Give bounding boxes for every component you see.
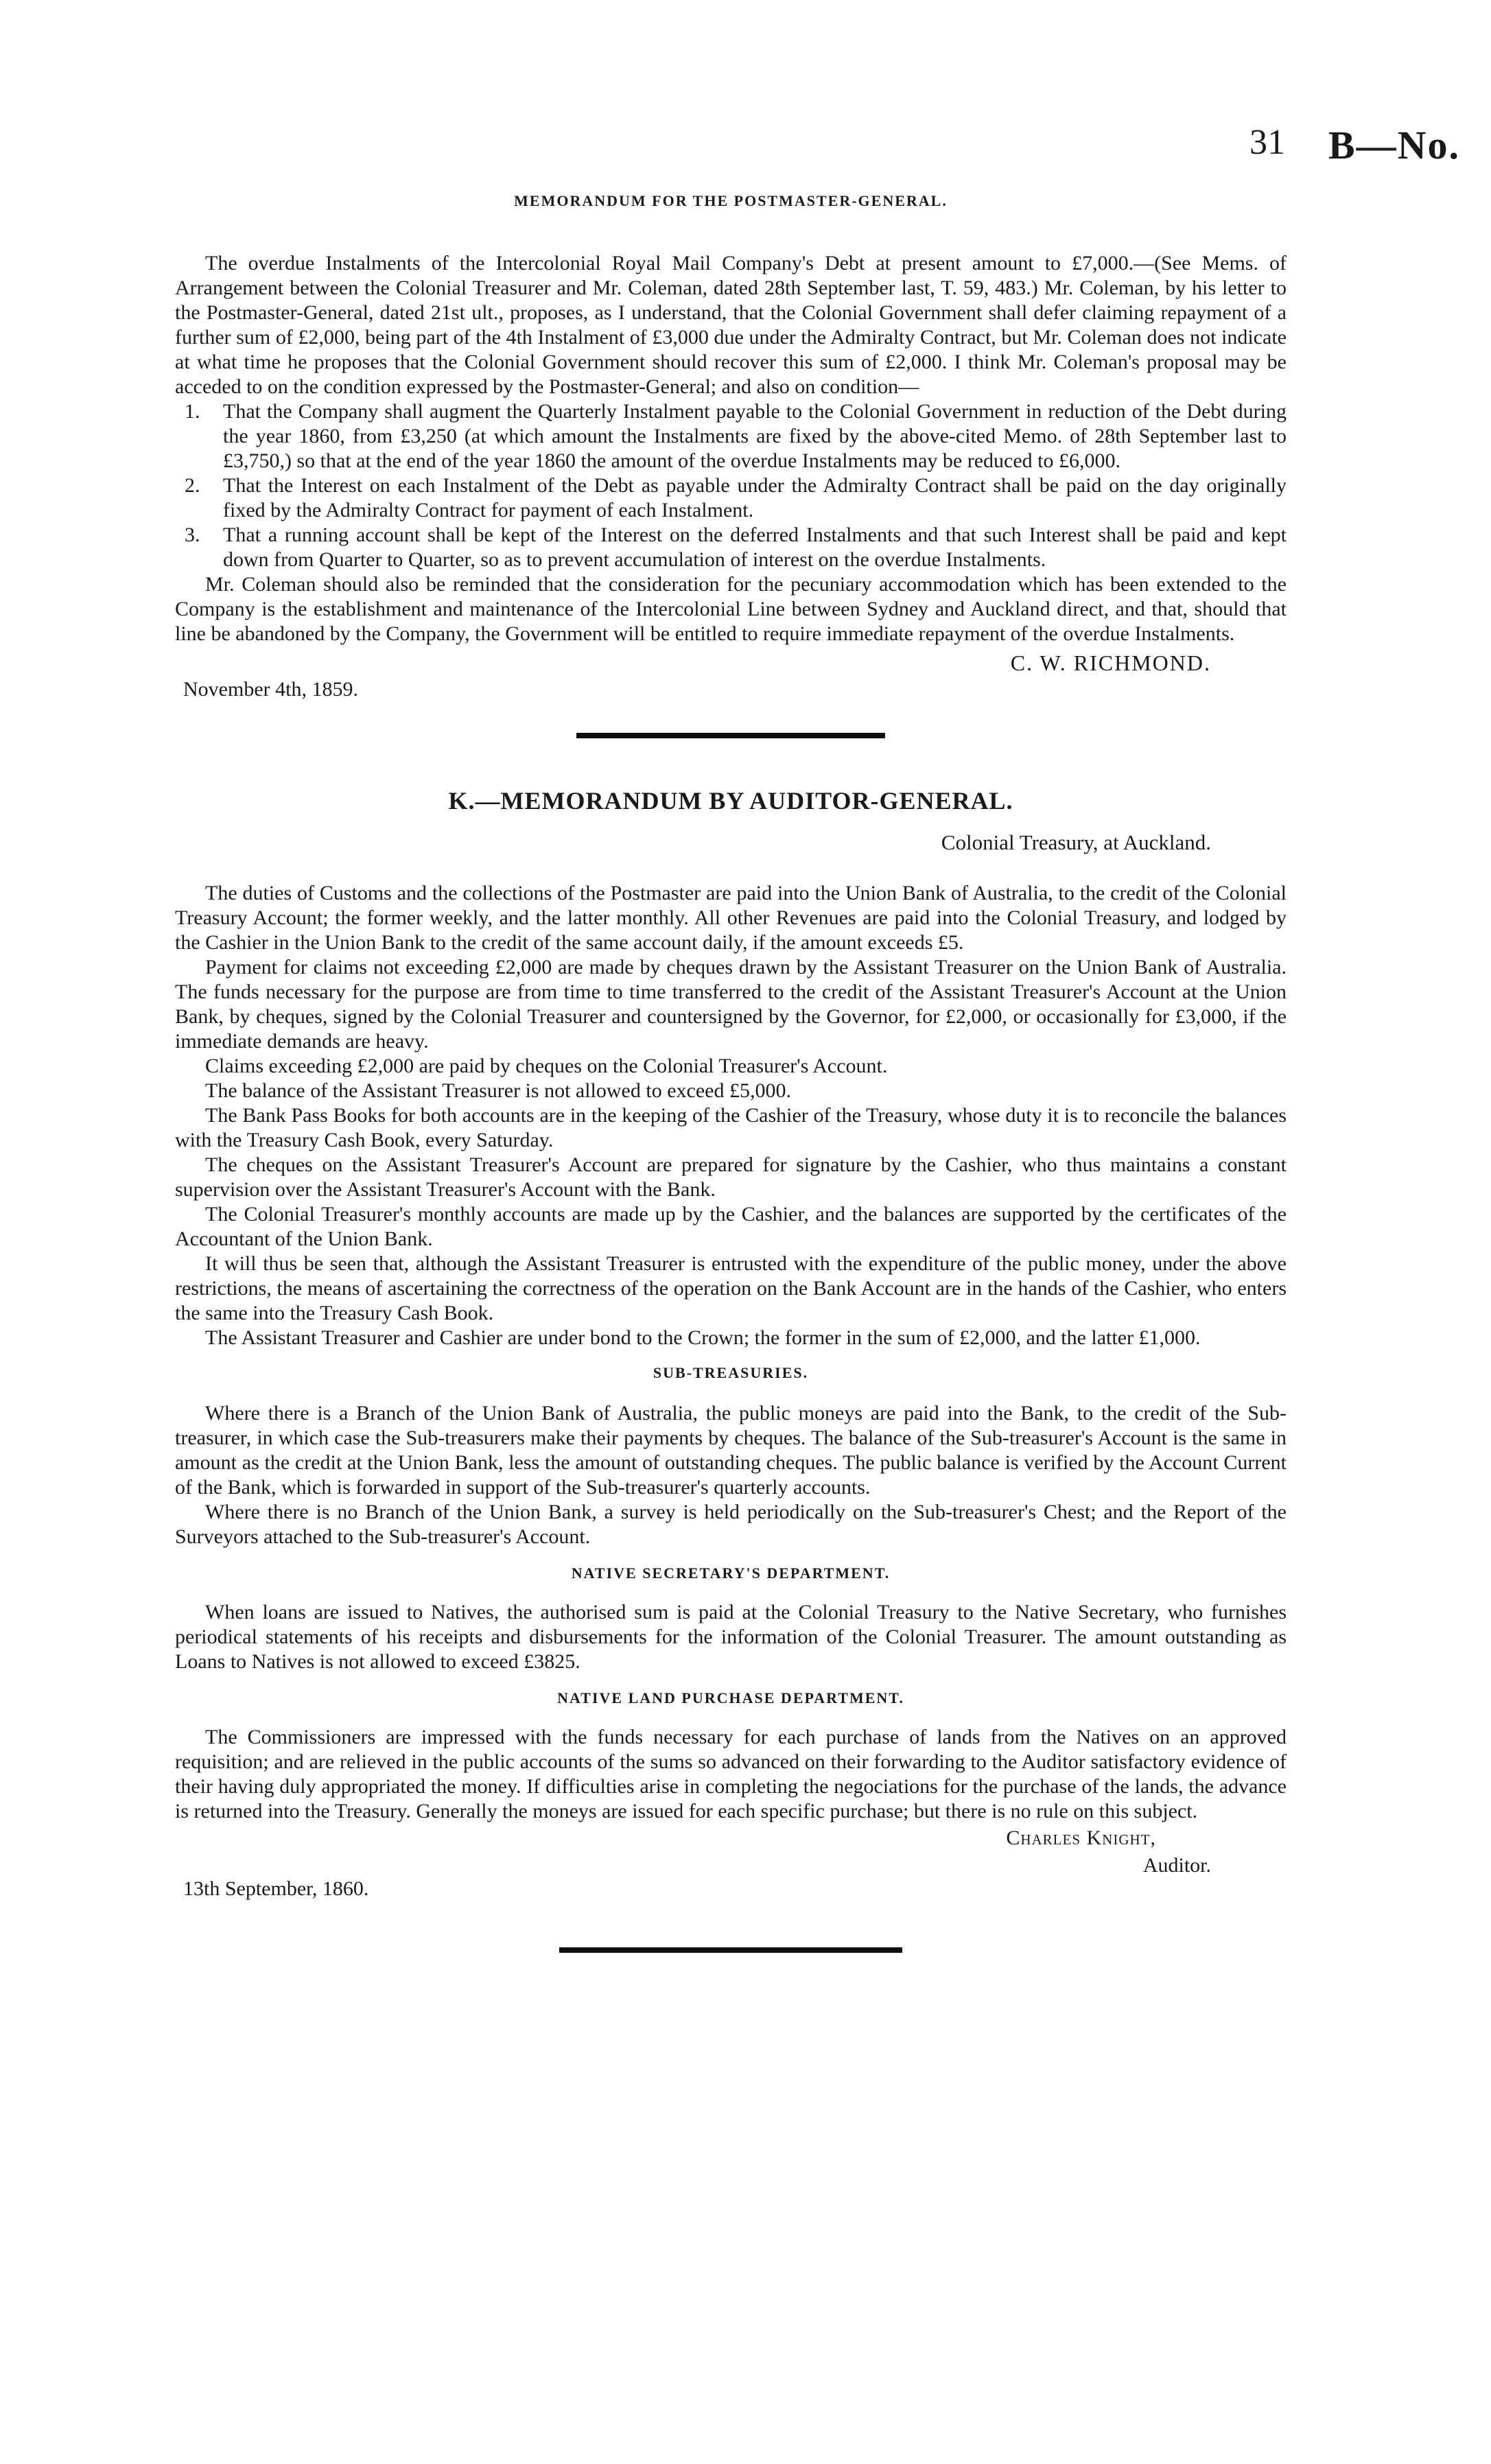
sub-treasuries-section xyxy=(175,1364,1287,1549)
condition-text: That a running account shall be kept of the Interest on the deferred Instalments and that such Interest shall be paid and kept down from Quarter to Quarter, so as to prevent accumulation of interest on the overdue Instalments. xyxy=(223,524,1287,571)
memo-auditor-general xyxy=(175,786,1287,1908)
memo1-title: MEMORANDUM FOR THE POSTMASTER-GENERAL. xyxy=(514,192,948,209)
body-paragraph: Where there is a Branch of the Union Bank of Australia, the public moneys are paid into the Bank, to the credit of the Sub-treasurer, in which case the Sub-treasurers make their payments by cheques. The balance of the Sub-treasurer's Account is the same in amount as the credit at the Union Bank, less the amount of outstanding cheques. The public balance is verified by the Account Current of the Bank, which is forwarded in support of the Sub-treasurer's quarterly accounts. xyxy=(175,1402,1287,1499)
memo1-sign-block xyxy=(175,650,1287,705)
memo2-location: Colonial Treasury, at Auckland. xyxy=(941,830,1211,854)
body-paragraph: The cheques on the Assistant Treasurer's Account are prepared for signature by the Cashier, who thus maintains a constant supervision over the Assistant Treasurer's Account with the Bank. xyxy=(175,1153,1287,1201)
native-secretary-section xyxy=(175,1564,1287,1674)
native-land-section xyxy=(175,1689,1287,1824)
memo1-signature: C. W. RICHMOND. xyxy=(1010,650,1211,675)
condition-item xyxy=(175,473,1287,523)
page-content xyxy=(175,192,1287,1953)
body-paragraph: The Bank Pass Books for both accounts are in the keeping of the Cashier of the Treasury, whose duty it is to reconcile the balances with the Treasury Cash Book, every Saturday. xyxy=(175,1104,1287,1151)
condition-number: 2. xyxy=(185,474,200,497)
body-paragraph: When loans are issued to Natives, the authorised sum is paid at the Colonial Treasury to the Native Secretary, who furnishes periodical statements of his receipts and disbursements for the information of the Colonial Treasurer. The amount outstanding as Loans to Natives is not allowed to exceed £3825. xyxy=(175,1601,1287,1673)
sub-treasuries-heading: SUB-TREASURIES. xyxy=(653,1364,809,1381)
condition-item xyxy=(175,399,1287,473)
body-paragraph: Payment for claims not exceeding £2,000 are made by cheques drawn by the Assistant Treasurer on the Union Bank of Australia. The funds necessary for the purpose are from time to time transferred to the credit of the Assistant Treasurer's Account at the Union Bank, by cheques, signed by the Colonial Treasurer and countersigned by the Governor, for £2,000, or occasionally for £3,000, if the immediate demands are heavy. xyxy=(175,956,1287,1053)
body-paragraph: Claims exceeding £2,000 are paid by cheques on the Colonial Treasurer's Account. xyxy=(205,1055,888,1077)
page-number: 31 xyxy=(1249,123,1285,162)
memo1-conditions xyxy=(175,399,1287,572)
condition-number: 1. xyxy=(185,400,200,423)
memo2-title: K.—MEMORANDUM BY AUDITOR-GENERAL. xyxy=(448,787,1013,814)
memo2-date: 13th September, 1860. xyxy=(183,1877,369,1900)
section-divider xyxy=(559,1947,902,1953)
body-paragraph: It will thus be seen that, although the Assistant Treasurer is entrusted with the expenditure of the public money, under the above restrictions, the means of ascertaining the correctness of the operation on the Bank Account are in the hands of the Cashier, who enters the same into the Treasury Cash Book. xyxy=(175,1252,1287,1324)
body-paragraph: The Assistant Treasurer and Cashier are under bond to the Crown; the former in the sum of £2,000, and the latter £1,000. xyxy=(205,1326,1201,1349)
memo1-closing: Mr. Coleman should also be reminded that the consideration for the pecuniary accommodation which has been extended to the Company is the establishment and maintenance of the Intercolonial Line between Sydney and Auckland direct, and that, should that line be abandoned by the Company, the Government will be entitled to require immediate repayment of the overdue Instalments. xyxy=(175,573,1287,645)
memo2-signature-block xyxy=(175,1827,1287,1881)
body-paragraph: The Colonial Treasurer's monthly accounts are made up by the Cashier, and the balances are supported by the certificates of the Accountant of the Union Bank. xyxy=(175,1203,1287,1250)
condition-text: That the Company shall augment the Quarterly Instalment payable to the Colonial Government in reduction of the Debt during the year 1860, from £3,250 (at which amount the Instalments are fixed by the above-cited Memo. of 28th September last to £3,750,) so that at the end of the year 1860 the amount of the overdue Instalments may be reduced to £6,000. xyxy=(223,400,1287,472)
signature-name: Charles Knight, xyxy=(1006,1827,1156,1849)
native-land-heading: NATIVE LAND PURCHASE DEPARTMENT. xyxy=(557,1689,904,1706)
memo2-date-line xyxy=(175,1877,1287,1908)
memo1-date: November 4th, 1859. xyxy=(183,678,358,701)
signature-role: Auditor. xyxy=(1142,1854,1211,1877)
series-label: B—No. xyxy=(1328,123,1460,167)
native-secretary-heading: NATIVE SECRETARY'S DEPARTMENT. xyxy=(571,1564,891,1582)
body-paragraph: Where there is no Branch of the Union Bank, a survey is held periodically on the Sub-treasurer's Chest; and the Report of the Surveyors attached to the Sub-treasurer's Account. xyxy=(175,1501,1287,1548)
condition-item xyxy=(175,523,1287,572)
body-paragraph: The balance of the Assistant Treasurer is not allowed to exceed £5,000. xyxy=(205,1079,791,1102)
memo2-body xyxy=(175,881,1287,1350)
body-paragraph: The Commissioners are impressed with the funds necessary for each purchase of lands from the Natives on an approved requisition; and are relieved in the public accounts of the sums so advanced on their forwarding to the Auditor satisfactory evidence of their having duly appropriated the money. If difficulties arise in completing the negociations for the purchase of the lands, the advance is returned into the Treasury. Generally the moneys are issued for each specific purchase; but there is no rule on this subject. xyxy=(175,1726,1287,1822)
memo-postmaster-general xyxy=(175,192,1287,705)
body-paragraph: The duties of Customs and the collections of the Postmaster are paid into the Union Bank of Australia, to the credit of the Colonial Treasury Account; the former weekly, and the latter monthly. All other Revenues are paid into the Colonial Treasury, and lodged by the Cashier in the Union Bank to the credit of the same account daily, if the amount exceeds £5. xyxy=(175,882,1287,954)
condition-number: 3. xyxy=(185,524,200,546)
section-divider xyxy=(576,733,885,738)
page-header xyxy=(1048,122,1460,170)
memo1-intro: The overdue Instalments of the Intercolonial Royal Mail Company's Debt at present amount to £7,000.—(See Mems. of Arrangement between the Colonial Treasurer and Mr. Coleman, dated 28th September last, T. 59, 483.) Mr. Coleman, by his letter to the Postmaster-General, dated 21st ult., proposes, as I understand, that the Colonial Government shall defer claiming repayment of a further sum of £2,000, being part of the 4th Instalment of £3,000 due under the Admiralty Contract, but Mr. Coleman does not indicate at what time he proposes that the Colonial Government should recover this sum of £2,000. I think Mr. Coleman's proposal may be acceded to on the condition expressed by the Postmaster-General; and also on condition— xyxy=(175,252,1287,398)
condition-text: That the Interest on each Instalment of the Debt as payable under the Admiralty Contract shall be paid on the day originally fixed by the Admiralty Contract for payment of each Instalment. xyxy=(223,474,1287,521)
